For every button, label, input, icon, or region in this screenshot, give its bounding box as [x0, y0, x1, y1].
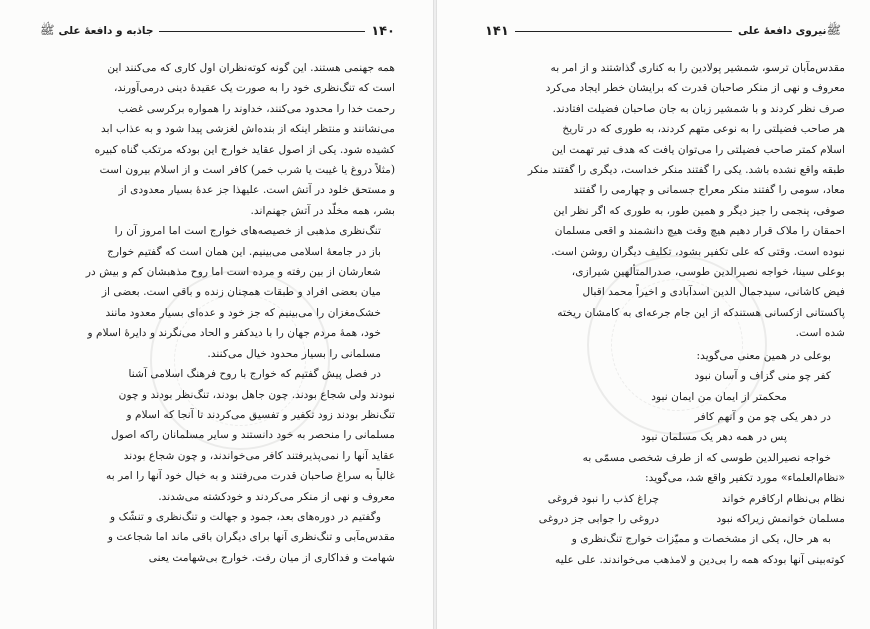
- verse-line: محکمتر از ایمان من ایمان نبود: [651, 389, 787, 403]
- text-line: «نظام‌العلماء» مورد تکفیر واقع شد، می‌گوید:: [645, 471, 845, 485]
- paragraph: [485, 529, 845, 570]
- text-line: خواجه نصیرالدین طوسی که از طرف شخصی مسمّی به: [582, 450, 831, 464]
- verse-intro: بوعلی در همین معنی می‌گوید:: [696, 348, 831, 362]
- text-line: شعارشان از بین رفته و مرده است اما روح مذهبشان کم و بیش در: [85, 265, 381, 279]
- text-line: صرف نظر کردند و با شمشیر زبان به جان صاحبان فضیلت افتادند.: [552, 101, 845, 115]
- running-title: جاذبه و دافعهٔ علی: [58, 25, 154, 37]
- text-line: تنگ‌نظر بودند زود تکفیر و تفسیق می‌کردند تا آنجا که اسلام و: [126, 407, 395, 421]
- paragraph: [40, 58, 395, 221]
- right-page-body: [485, 58, 845, 570]
- paragraph: [485, 448, 845, 489]
- verse-pairs-table: [485, 489, 845, 530]
- left-page-body: [40, 58, 395, 568]
- text-line: در فصل پیش گفتیم که خوارج با روح فرهنگ اسلامی آشنا: [128, 367, 381, 381]
- text-line: خشک‌مغزان را می‌بینیم که جز خود و عده‌ای بسیار معدود مانند: [105, 305, 381, 319]
- paragraph: [40, 364, 395, 507]
- text-line: نبوده است. وقتی که علی تکفیر بشود، تکلیف دیگران روشن است.: [551, 244, 845, 258]
- ornament-icon: ﷺ: [40, 22, 55, 37]
- paragraph: [40, 221, 395, 364]
- header-rule: [159, 31, 365, 32]
- text-line: و مستحق خلود در آتش است. علیهذا جز عدهٔ بسیار معدودی از: [118, 183, 395, 197]
- left-page-header: [40, 20, 395, 42]
- text-line: مسلمانی را منحصر به خود دانستند و سایر مسلمانان راکه اصول: [111, 428, 395, 442]
- text-line: احمقان را ملاک قرار دهیم هیچ وقت هیچ دانشمند و اقعی مسلمان: [554, 224, 845, 238]
- right-page: [437, 0, 870, 629]
- text-line: معروف و نهی از منکر می‌کردند و خودکشته می‌شدند.: [158, 489, 395, 503]
- verse-hemistich: چراغ کذب را نبود فروغی: [547, 491, 660, 505]
- text-line: نبودند ولی شجاع بودند. چون جاهل بودند، تنگ‌نظر بودند و چون: [118, 387, 395, 401]
- text-line: رحمت خدا را محدود می‌کنند، خداوند را همواره برکرسی غضب: [118, 101, 395, 115]
- page-number: ١۴٠: [371, 23, 395, 39]
- verse-line: کفر چو منی گزاف و آسان نبود: [694, 369, 831, 383]
- text-line: کوته‌بینی آنها بودکه همه را بی‌دین و لامذهب می‌خواندند. علی علیه: [555, 552, 845, 566]
- verse-pair: [485, 509, 845, 529]
- text-line: فیض کاشانی، سیدجمال الدین اسدآبادی و اخیراً محمد اقبال: [582, 285, 845, 299]
- verse-pair: [485, 489, 845, 509]
- text-line: طبقه واقع نشده باشد. یکی را گفتند منکر خداست، دیگری را گفتند منکر: [527, 163, 845, 177]
- text-line: می‌نشانند و منتظر اینکه از بنده‌اش لغزشی پیدا شود و به عذاب ابد: [101, 122, 395, 136]
- ornament-icon: ﷺ: [826, 22, 841, 37]
- text-line: است که تنگ‌نظری خود را به صورت یک عقیدهٔ دینی درمی‌آورند،: [113, 81, 395, 95]
- text-line: وگفتیم در دوره‌های بعد، جمود و جهالت و تنگ‌نظری و تنشّک و: [110, 509, 381, 523]
- text-line: معروف و نهی از منکر صاحبان قدرت که برایشان خطر ایجاد می‌کرد: [545, 81, 845, 95]
- text-line: بوعلی سینا، خواجه نصیرالدین طوسی، صدرالمتألهین شیرازی،: [571, 265, 845, 279]
- text-line: عقاید آنها را نمی‌پذیرفتند کافر می‌خواندند، و چون شجاع بودند: [123, 448, 395, 462]
- verse-hemistich: مسلمان خوانمش زیراکه نبود: [716, 511, 845, 525]
- text-line: میان بعضی افراد و طبقات همچنان زنده و باقی است. بعضی از: [101, 285, 381, 299]
- paragraph: [40, 507, 395, 568]
- text-line: مسلمانی را بسیار محدود خیال می‌کنند.: [207, 346, 381, 360]
- text-line: مقدس‌مآبی و تنگ‌نظری آنها برای دیگران باقی ماند اما شجاعت و: [107, 530, 395, 544]
- verse-hemistich: دروغی را جوابی جز دروغی: [538, 511, 660, 525]
- right-page-header: [485, 20, 845, 42]
- text-line: معاد، سومی را گفتند منکر معراج جسمانی و چهارمی را گفتند: [573, 183, 845, 197]
- text-line: همه جهنمی هستند. این گونه کوته‌نظران اول کاری که می‌کنند این: [107, 61, 395, 74]
- running-title: نیروی دافعهٔ علی: [738, 25, 827, 37]
- text-line: بشر، همه مخلّد در آتش جهنم‌اند.: [250, 203, 395, 217]
- text-line: پاکستانی ازکسانی هستندکه از این جام جرعه‌ای به کامشان ریخته: [557, 305, 845, 319]
- text-line: اسلام کمتر صاحب فضیلتی را می‌توان یافت که هدف تیر تهمت این: [551, 142, 845, 156]
- text-line: به هر حال، یکی از مشخصات و ممیّزات خوارج تنگ‌نظری و: [571, 532, 831, 546]
- text-line: تنگ‌نظری مذهبی از خصیصه‌های خوارج است اما امروز آن را: [114, 224, 381, 238]
- left-page: [0, 0, 433, 629]
- header-rule: [515, 31, 732, 32]
- text-line: شهامت و فداکاری از میان رفت. خوارج بی‌شهامت یعنی: [148, 550, 395, 564]
- text-line: هر صاحب فضیلتی را به نوعی متهم کردند، به طوری که در تاریخ: [562, 122, 845, 136]
- text-line: مقدس‌مآبان ترسو، شمشیر پولادین را به کناری گذاشتند و از امر به: [550, 61, 845, 74]
- text-line: کشیده شود. یکی از اصول عقاید خوارج این بودکه مرتکب گناه کبیره: [94, 142, 395, 156]
- text-line: خود، همهٔ مردم جهان را با دیدکفر و الحاد می‌نگرند و دایرهٔ اسلام و: [87, 326, 381, 340]
- text-line: غالباً به سراغ صاحبان قدرت می‌رفتند و به خیال خود آنها را امر به: [106, 469, 395, 483]
- verse-line: در دهر یکی چو من و آنهم کافر: [694, 409, 831, 423]
- text-line: باز در جامعهٔ اسلامی می‌بینیم. این همان است که گفتیم خوارج: [107, 244, 381, 258]
- page-number: ١۴١: [485, 23, 509, 39]
- verse-line: پس در همه دهر یک مسلمان نبود: [641, 430, 787, 444]
- text-line: (مثلاً دروغ یا غیبت یا شرب خمر) کافر است و از اسلام بیرون است: [99, 163, 395, 177]
- text-line: شده است.: [795, 326, 845, 340]
- paragraph: [485, 58, 845, 344]
- verse-hemistich: نظام بی‌نظام ارکافرم خواند: [721, 491, 845, 505]
- verse-block: [485, 366, 845, 448]
- text-line: صوفی، پنجمی را جیز دیگر و همین طور، به طوری که اگر نظر این: [553, 203, 845, 217]
